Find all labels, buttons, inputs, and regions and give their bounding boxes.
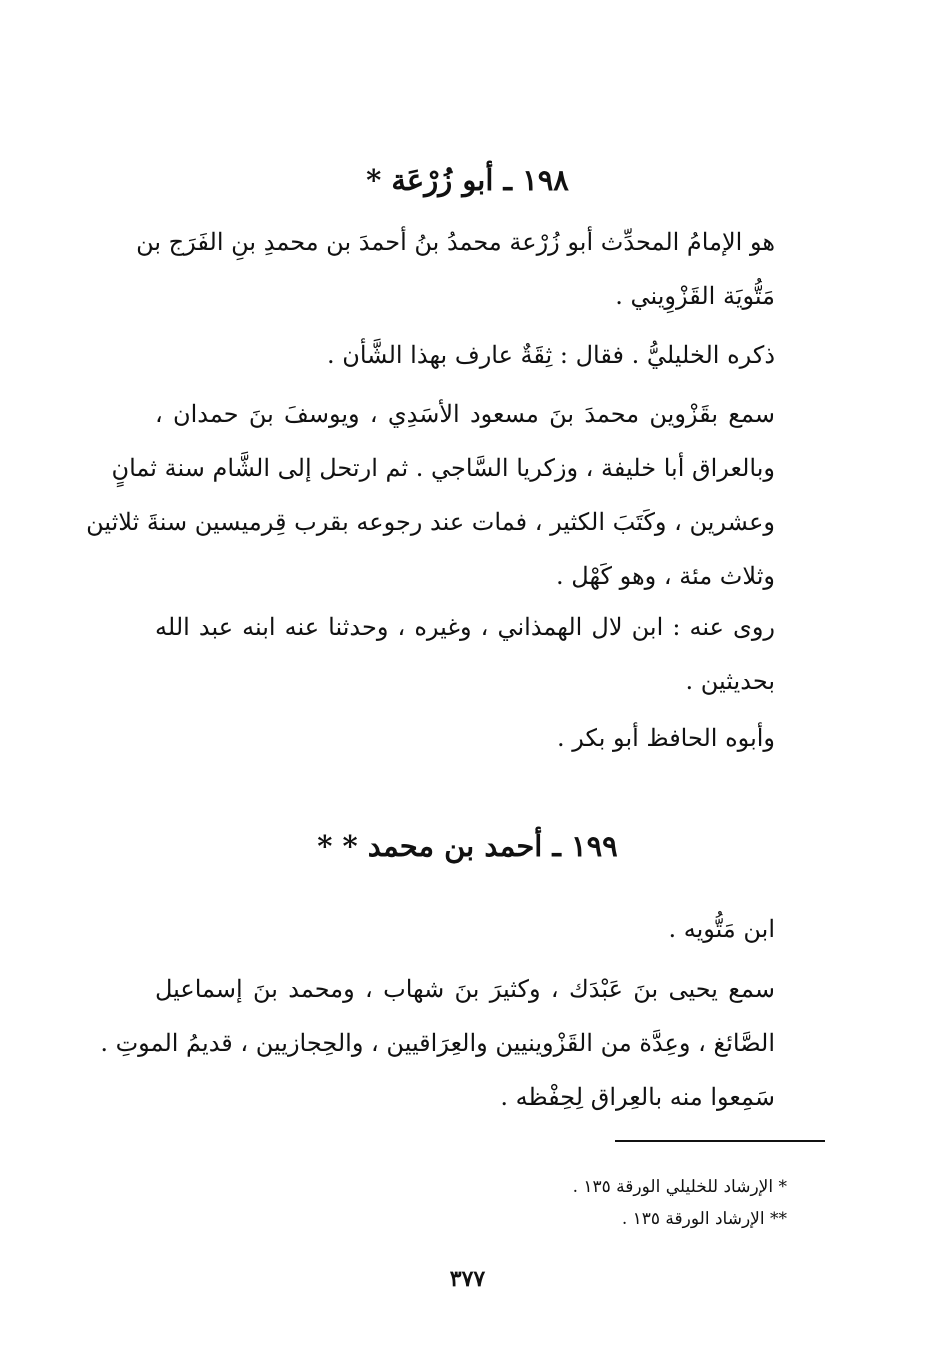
entry-198-paragraph-5	[155, 711, 775, 765]
entry-heading-198: ١٩٨ ـ أبو زُرْعَة *	[366, 163, 569, 197]
footnote-2: ** الإرشاد الورقة ١٣٥ .	[621, 1209, 787, 1229]
text-line: وعشرين ، وكَتَبَ الكثير ، فمات عند رجوعه بقرب قِرميسين سنةَ ثلاثين	[86, 508, 775, 536]
entry-198-paragraph-2	[155, 328, 775, 382]
page-number: ٣٧٧	[449, 1266, 486, 1292]
text-line: وأبوه الحافظ أبو بكر .	[556, 724, 775, 752]
entry-heading-199: ١٩٩ ـ أحمد بن محمد * *	[317, 829, 618, 863]
text-line: ذكره الخليليُّ . فقال : ثِقَةٌ عارف بهذا الشَّأن .	[326, 341, 775, 369]
text-line: مَتُّويَة القَزْوِيني .	[615, 282, 775, 310]
footnote-divider	[615, 1140, 825, 1142]
text-line: وثلاث مئة ، وهو كَهْل .	[556, 562, 775, 590]
footnote-1: * الإرشاد للخليلي الورقة ١٣٥ .	[572, 1177, 787, 1197]
entry-198-paragraph-3	[86, 387, 776, 603]
entry-198-paragraph-1	[136, 215, 775, 323]
entry-199-paragraph-1	[155, 902, 775, 956]
text-line: وبالعراق أبا خليفة ، وزكريا السَّاجي . ثم ارتحل إلى الشَّام سنة ثمانٍ	[111, 454, 775, 482]
text-line: سمع يحيى بنَ عَبْدَك ، وكثيرَ بنَ شهاب ، ومحمد بنَ إسماعيل	[155, 975, 775, 1003]
text-line: الصَّائغ ، وعِدَّة من القَزْوينيين والعِرَاقيين ، والحِجازيين ، قديمُ الموتِ .	[100, 1029, 775, 1057]
text-line: بحديثين .	[685, 667, 775, 695]
text-line: سَمِعوا منه بالعِراق لِحِفْظه .	[500, 1083, 775, 1111]
text-line: روى عنه : ابن لال الهمذاني ، وغيره ، وحدثنا عنه ابنه عبد الله	[155, 613, 775, 641]
entry-198-paragraph-4	[155, 600, 775, 708]
entry-199-paragraph-2	[100, 962, 775, 1124]
text-line: هو الإمامُ المحدِّث أبو زُرْعة محمدُ بنُ أحمدَ بن محمدِ بنِ الفَرَج بن	[136, 228, 775, 256]
text-line: سمع بقَزْوين محمدَ بنَ مسعود الأسَدِي ، ويوسفَ بنَ حمدان ،	[155, 400, 776, 428]
text-line: ابن مَتُّويه .	[668, 915, 775, 943]
